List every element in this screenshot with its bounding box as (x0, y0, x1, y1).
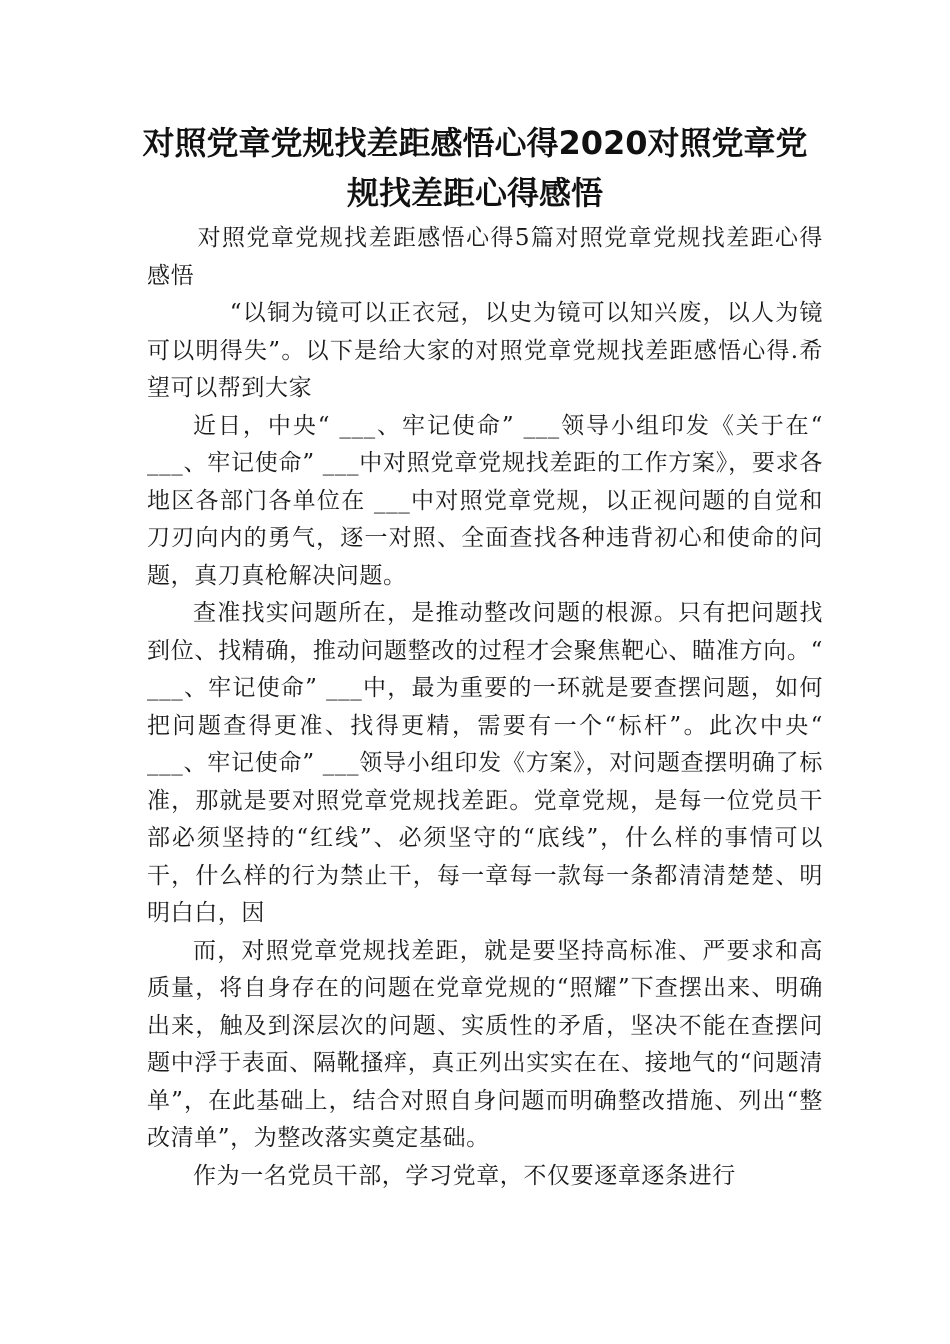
paragraph: 近日，中央“ ___、牢记使命” ___领导小组印发《关于在“ ___、牢记使命” ___中对照党章党规找差距的工作方案》，要求各地区各部门各单位在 ___中对照党章党规，以正视问题的自觉和刀刃向内的勇气，逐一对照、全面查找各种违背初心和使命的问题，真刀真枪解决问题。 (147, 412, 823, 589)
document-body (147, 220, 823, 1195)
paragraph-subtitle: 对照党章党规找差距感悟心得5篇对照党章党规找差距心得感悟 (147, 225, 823, 289)
paragraph-quote: “以铜为镜可以正衣冠，以史为镜可以知兴废，以人为镜可以明得失”。以下是给大家的对照党章党规找差距感悟心得.希望可以帮到大家 (147, 300, 823, 401)
document-title: 对照党章党规找差距感悟心得2020对照党章党规找差距心得感悟 (142, 124, 808, 212)
paragraph: 作为一名党员干部，学习党章，不仅要逐章逐条进行 (193, 1162, 736, 1189)
paragraph: 查准找实问题所在，是推动整改问题的根源。只有把问题找到位、找精确，推动问题整改的过程才会聚焦靶心、瞄准方向。“ ___、牢记使命” ___中，最为重要的一环就是要查摆问题，如何把问题查得更准、找得更精，需要有一个“标杆”。此次中央“ ___、牢记使命” ___领导小组印发《方案》，对问题查摆明确了标准，那就是要对照党章党规找差距。党章党规，是每一位党员干部必须坚持的“红线”、必须坚守的“底线”，什么样的事情可以干，什么样的行为禁止干，每一章每一款每一条都清清楚楚、明明白白，因 (147, 600, 823, 926)
paragraph: 而，对照党章党规找差距，就是要坚持高标准、严要求和高质量，将自身存在的问题在党章党规的“照耀”下查摆出来、明确出来，触及到深层次的问题、实质性的矛盾，坚决不能在查摆问题中浮于表面、隔靴搔痒，真正列出实实在在、接地气的“问题清单”，在此基础上，结合对照自身问题而明确整改措施、列出“整改清单”，为整改落实奠定基础。 (147, 937, 823, 1151)
